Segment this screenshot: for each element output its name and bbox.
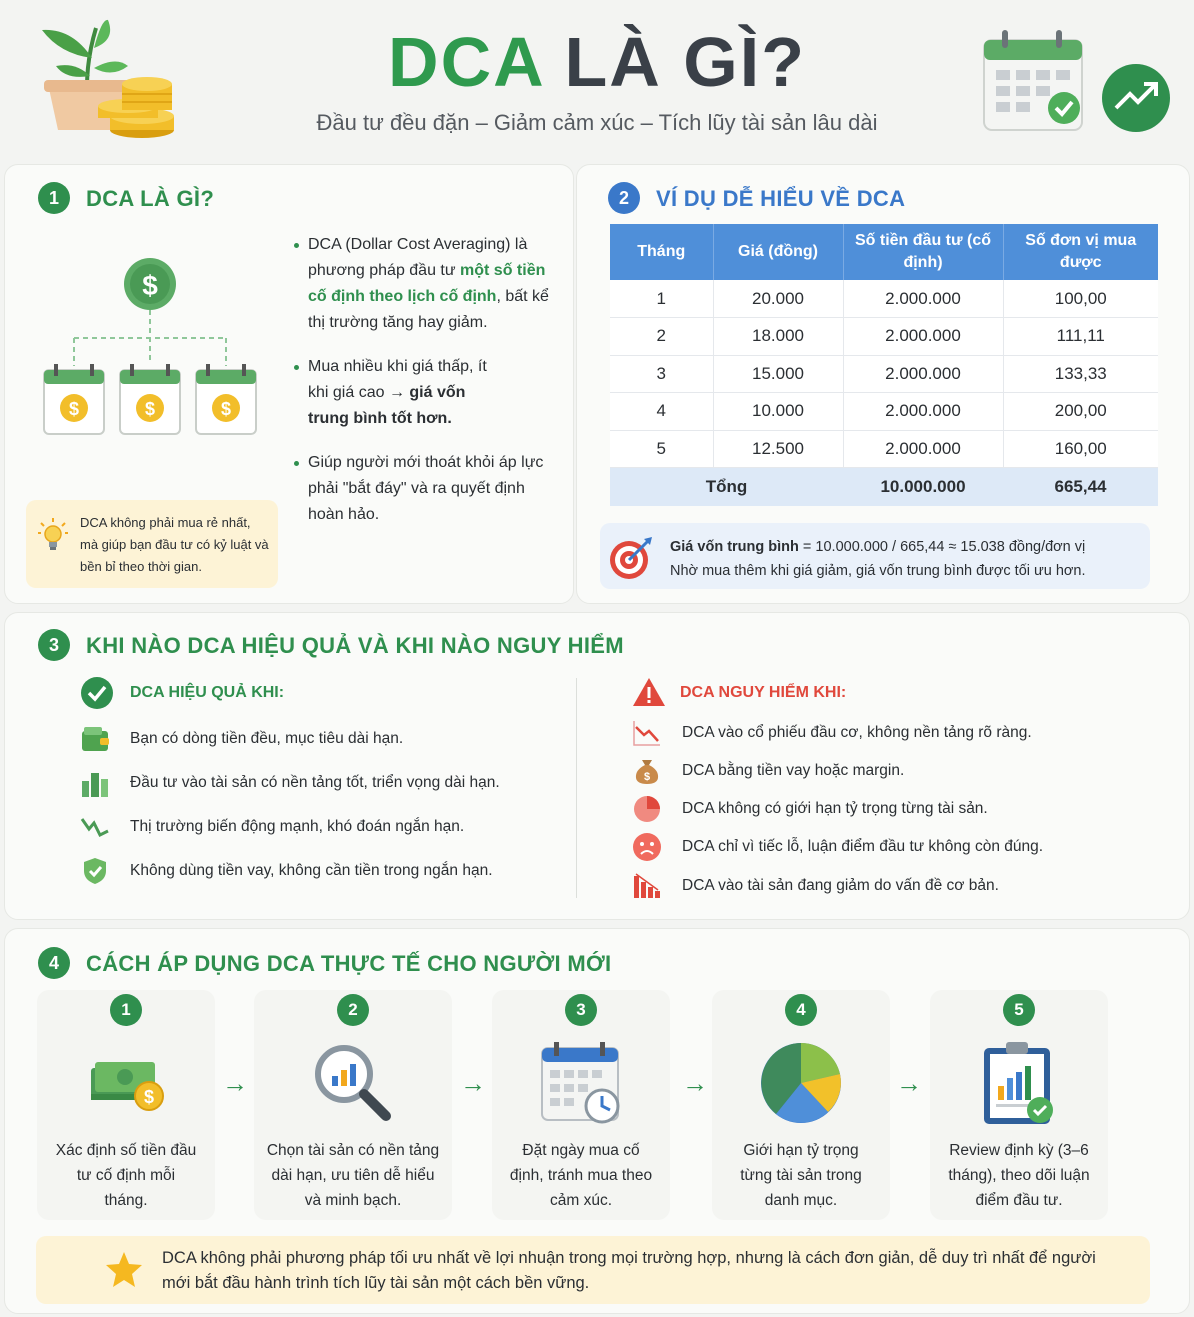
cell: 1 [610, 280, 713, 318]
dca-example-table [610, 224, 1158, 506]
cell: 2.000.000 [843, 280, 1003, 318]
arrow-right-icon: → [222, 1068, 248, 1098]
list-item [632, 871, 999, 901]
lightbulb-icon [38, 518, 68, 554]
step-card [37, 990, 215, 1220]
col-units: Số đơn vị mua được [1003, 224, 1158, 280]
magnifier-chart-icon [308, 1038, 398, 1128]
bars-down-icon [632, 871, 662, 901]
table-row [610, 280, 1158, 318]
bad-title: DCA NGUY HIỂM KHI: [680, 684, 847, 701]
total-label: Tổng [610, 468, 843, 506]
list-item [632, 794, 988, 824]
svg-text:$: $ [68, 399, 80, 419]
cell: 2.000.000 [843, 355, 1003, 393]
bad-item-text: DCA vào tài sản đang giảm do vấn đề cơ bản. [682, 877, 999, 894]
step-text: Chọn tài sản có nền tảng dài hạn, ưu tiên dễ hiểu và minh bạch. [266, 1142, 440, 1209]
section2-title: VÍ DỤ DỄ HIỂU VỀ DCA [656, 186, 906, 211]
section2-number: 2 [608, 182, 640, 214]
allocation-pie-icon [756, 1038, 846, 1128]
tip-box [26, 500, 278, 588]
average-cost-text [670, 535, 1085, 583]
bullet-buy-low-a: Mua nhiều khi giá thấp, ít khi giá cao → [308, 358, 487, 401]
cell: 12.500 [713, 430, 843, 468]
arrow-right-icon: → [460, 1068, 486, 1098]
good-item-text: Không dùng tiền vay, không cần tiền trong ngắn hạn. [130, 862, 493, 879]
svg-text:$: $ [643, 771, 651, 783]
chart-down-icon [632, 718, 662, 748]
summary-note-text: DCA không phải phương pháp tối ưu nhất về lợi nhuận trong mọi trường hợp, nhưng là cách đơn giản, dễ duy trì nhất để người mới bắt đầu hành trình tích lũy tài sản một cách bền vững. [162, 1249, 1096, 1292]
calendar-clock-icon [536, 1038, 626, 1128]
svg-text:$: $ [144, 399, 156, 419]
avg-label: Giá vốn trung bình [670, 539, 799, 555]
step-number: 1 [110, 994, 142, 1026]
bad-item-text: DCA không có giới hạn tỷ trọng từng tài sản. [682, 800, 988, 817]
section4-number: 4 [38, 947, 70, 979]
cell: 100,00 [1003, 280, 1158, 318]
avg-formula: = 10.000.000 / 665,44 ≈ 15.038 đồng/đơn vị [798, 539, 1086, 555]
cell: 160,00 [1003, 430, 1158, 468]
bad-item-text: DCA bằng tiền vay hoặc margin. [682, 762, 905, 779]
calendar-check-icon [980, 26, 1086, 132]
cell: 200,00 [1003, 393, 1158, 431]
cell: 111,11 [1003, 318, 1158, 356]
cash-coin-icon [81, 1038, 171, 1128]
cell: 2.000.000 [843, 318, 1003, 356]
target-icon [608, 535, 654, 581]
list-item [80, 768, 500, 798]
step-number: 4 [785, 994, 817, 1026]
table-row [610, 393, 1158, 431]
good-item-text: Bạn có dòng tiền đều, mục tiêu dài hạn. [130, 730, 404, 747]
cell: 3 [610, 355, 713, 393]
page-title-dca: DCA [388, 23, 544, 101]
summary-note [36, 1236, 1150, 1304]
arrow-right-icon: → [682, 1068, 708, 1098]
bullet-definition-b: , bất kể thị trường tăng hay giảm. [308, 288, 549, 331]
list-item [632, 718, 1032, 748]
table-header-row [610, 224, 1158, 280]
svg-text:$: $ [143, 1087, 155, 1107]
pie-chart-icon [632, 794, 662, 824]
bullet-beginner: Giúp người mới thoát khỏi áp lực phải "bắt đáy" và ra quyết định hoàn hảo. [292, 450, 564, 528]
section3-title: KHI NÀO DCA HIỆU QUẢ VÀ KHI NÀO NGUY HIỂM [86, 633, 624, 658]
table-row [610, 355, 1158, 393]
warning-icon [632, 676, 666, 708]
cell: 10.000 [713, 393, 843, 431]
cell: 5 [610, 430, 713, 468]
list-item [632, 832, 1043, 862]
col-investment: Số tiền đầu tư (cố định) [843, 224, 1003, 280]
buildings-icon [80, 768, 110, 798]
step-card [712, 990, 890, 1220]
bullet-buy-low-b: giá vốn trung bình tốt hơn. [308, 384, 466, 427]
bad-item-text: DCA chỉ vì tiếc lỗ, luận điểm đầu tư không còn đúng. [682, 838, 1044, 855]
money-bag-icon [632, 756, 662, 786]
bullet-buy-low [292, 354, 492, 432]
table-row [610, 318, 1158, 356]
good-item-text: Thị trường biến động mạnh, khó đoán ngắn hạn. [130, 818, 465, 835]
step-card [930, 990, 1108, 1220]
cell: 20.000 [713, 280, 843, 318]
cell: 2.000.000 [843, 393, 1003, 431]
list-item [80, 812, 464, 842]
cell: 4 [610, 393, 713, 431]
step-card [492, 990, 670, 1220]
dca-schedule-illustration [40, 254, 260, 438]
step-number: 3 [565, 994, 597, 1026]
check-circle-icon [80, 676, 114, 710]
page-subtitle: Đầu tư đều đặn – Giảm cảm xúc – Tích lũy tài sản lâu dài [316, 110, 878, 135]
section1-number: 1 [38, 182, 70, 214]
table-total-row [610, 468, 1158, 506]
section4-title: CÁCH ÁP DỤNG DCA THỰC TẾ CHO NGƯỜI MỚI [86, 951, 612, 976]
section1-bullets [292, 232, 564, 546]
good-item-text: Đầu tư vào tài sản có nền tảng tốt, triển vọng dài hạn. [130, 774, 500, 791]
avg-note: Nhờ mua thêm khi giá giảm, giá vốn trung bình được tối ưu hơn. [670, 563, 1086, 579]
trend-up-icon [1100, 62, 1172, 134]
list-item [80, 856, 493, 886]
cell: 2.000.000 [843, 430, 1003, 468]
star-icon [104, 1250, 144, 1290]
col-price: Giá (đồng) [713, 224, 843, 280]
good-title: DCA HIỆU QUẢ KHI: [130, 684, 285, 701]
step-text: Đặt ngày mua cố định, tránh mua theo cảm xúc. [509, 1142, 653, 1209]
cell: 15.000 [713, 355, 843, 393]
volatile-chart-icon [80, 812, 110, 842]
table-row [610, 430, 1158, 468]
step-number: 2 [337, 994, 369, 1026]
clipboard-chart-icon [974, 1038, 1064, 1128]
step-text: Review định kỳ (3–6 tháng), theo dõi luận điểm đầu tư. [948, 1142, 1090, 1209]
tip-text: DCA không phải mua rẻ nhất, mà giúp bạn đầu tư có kỷ luật và bền bỉ theo thời gian. [80, 515, 269, 574]
cell: 133,33 [1003, 355, 1158, 393]
svg-text:$: $ [142, 270, 158, 301]
bad-item-text: DCA vào cổ phiếu đầu cơ, không nền tảng rõ ràng. [682, 724, 1032, 741]
column-divider [576, 678, 577, 898]
step-card [254, 990, 452, 1220]
cell: 2 [610, 318, 713, 356]
section3-number: 3 [38, 629, 70, 661]
step-text: Xác định số tiền đầu tư cố định mỗi tháng. [55, 1142, 197, 1209]
bullet-definition [292, 232, 564, 336]
page-title-rest: LÀ GÌ? [564, 23, 806, 101]
list-item [632, 756, 904, 786]
average-cost-box [600, 523, 1150, 589]
bullet-definition-highlight: một số tiền cố định theo lịch cố định [308, 262, 546, 305]
section1-title: DCA LÀ GÌ? [86, 186, 215, 211]
sad-face-icon [632, 832, 662, 862]
col-month: Tháng [610, 224, 713, 280]
arrow-right-icon: → [896, 1068, 922, 1098]
shield-check-icon [80, 856, 110, 886]
total-invest: 10.000.000 [843, 468, 1003, 506]
list-item [80, 724, 403, 754]
step-number: 5 [1003, 994, 1035, 1026]
total-units: 665,44 [1003, 468, 1158, 506]
step-text: Giới hạn tỷ trọng từng tài sản trong danh mục. [740, 1142, 862, 1209]
wallet-icon [80, 724, 110, 754]
cell: 18.000 [713, 318, 843, 356]
bullet-definition-a: DCA (Dollar Cost Averaging) là phương pháp đầu tư [308, 236, 528, 279]
svg-text:$: $ [220, 399, 232, 419]
